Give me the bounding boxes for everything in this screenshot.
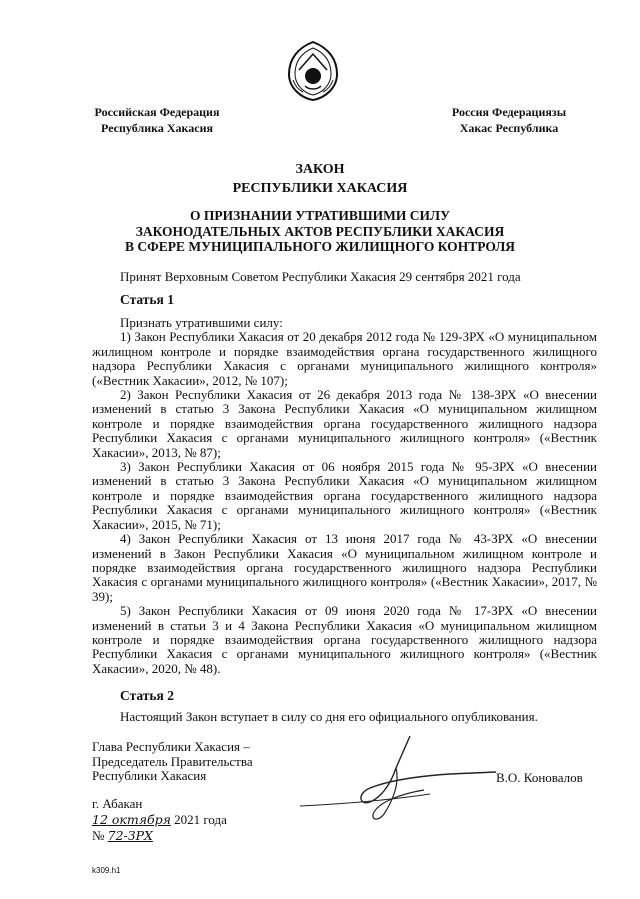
repealed-law-item: 5) Закон Республики Хакасия от 09 июня 2020 года № 17-ЗРХ «О внесении изменений в статьи 3 и 4 Закона Республики Хакасия «О муниципальном жилищном контроле и порядке взаимодействия органа государственного жилищного надзора Республики Хакасия с органами муниципального жилищного контроля» («Вестник Хакасии», 2020, № 48). [92,603,597,676]
handwritten-signature [300,728,500,828]
repealed-law-item: 3) Закон Республики Хакасия от 06 ноября 2015 года № 95-ЗРХ «О внесении изменений в статью 3 Закона Республики Хакасия «О муниципальном жилищном контроле и порядке взаимодействия органа государственного жилищного надзора Республики Хакасия с органами муниципального жилищного контроля» («Вестник Хакасии», 2015, № 71); [92,459,597,532]
law-title-line: ЗАКОНОДАТЕЛЬНЫХ АКТОВ РЕСПУБЛИКИ ХАКАСИЯ [135,223,505,239]
adoption-date [92,812,227,828]
number-sign: № [92,828,105,843]
article-1-intro: Признать утратившими силу: [120,315,283,330]
article-2-text: Настоящий Закон вступает в силу со дня его официального опубликования. [120,709,538,724]
header-country: Российская Федерация [94,105,220,119]
article-1-body [92,316,597,676]
article-2-body [92,710,597,724]
header-republic-khakas: Хакас Республика [459,121,559,135]
header-khakas [434,104,584,136]
document-code: k309.h1 [92,866,121,875]
coat-of-arms-emblem [285,40,341,102]
adoption-statement: Принят Верховным Советом Республики Хакасия 29 сентября 2021 года [120,269,521,284]
repealed-law-item: 1) Закон Республики Хакасия от 20 декабря 2012 года № 129-ЗРХ «О муниципальном жилищном контроле и порядке взаимодействия органа государственного жилищного надзора Республики Хакасия с органами муниципального жилищного контроля» («Вестник Хакасии», 2012, № 107); [92,329,597,388]
signatory-position-line: Республики Хакасия [92,768,207,784]
repealed-law-item: 2) Закон Республики Хакасия от 26 декабря 2013 года № 138-ЗРХ «О внесении изменений в статью 3 Закона Республики Хакасия «О муниципальном жилищном контроле и порядке взаимодействия органа государственного жилищного надзора Республики Хакасия с органами муниципального жилищного контроля» («Вестник Хакасии», 2013, № 87); [92,387,597,460]
signatory-name: В.О. Коновалов [496,770,583,785]
city: г. Абакан [92,796,143,811]
issuing-republic: РЕСПУБЛИКИ ХАКАСИЯ [232,181,408,196]
signatory-position-line: Глава Республики Хакасия – [92,739,250,754]
document-type: ЗАКОН [295,162,345,177]
header-republic: Республика Хакасия [101,121,213,135]
law-title-line: О ПРИЗНАНИИ УТРАТИВШИМИ СИЛУ [189,208,451,223]
place-and-date [92,796,227,844]
law-title-line: В СФЕРЕ МУНИЦИПАЛЬНОГО ЖИЛИЩНОГО КОНТРОЛЯ [125,239,515,254]
article-1-heading: Статья 1 [120,292,174,307]
article-2-heading: Статья 2 [120,688,174,703]
header-country-khakas: Россия Федерациязы [451,105,567,119]
signatory-position-line: Председатель Правительства [92,753,253,769]
handwritten-date: 12 октября [92,812,171,827]
handwritten-number: 72-ЗРХ [107,828,153,843]
signatory-position [92,740,253,784]
date-year: 2021 года [174,812,227,827]
header-russian [82,104,232,136]
repealed-law-item: 4) Закон Республики Хакасия от 13 июня 2017 года № 43-ЗРХ «О внесении изменений в Закон Республики Хакасия «О муниципальном жилищном контроле и порядке взаимодействия органа государственного жилищного надзора Республики Хакасия с органами муниципального жилищного контроля» («Вестник Хакасии», 2017, № 39); [92,531,597,604]
law-title [0,208,640,255]
law-number [92,828,227,844]
